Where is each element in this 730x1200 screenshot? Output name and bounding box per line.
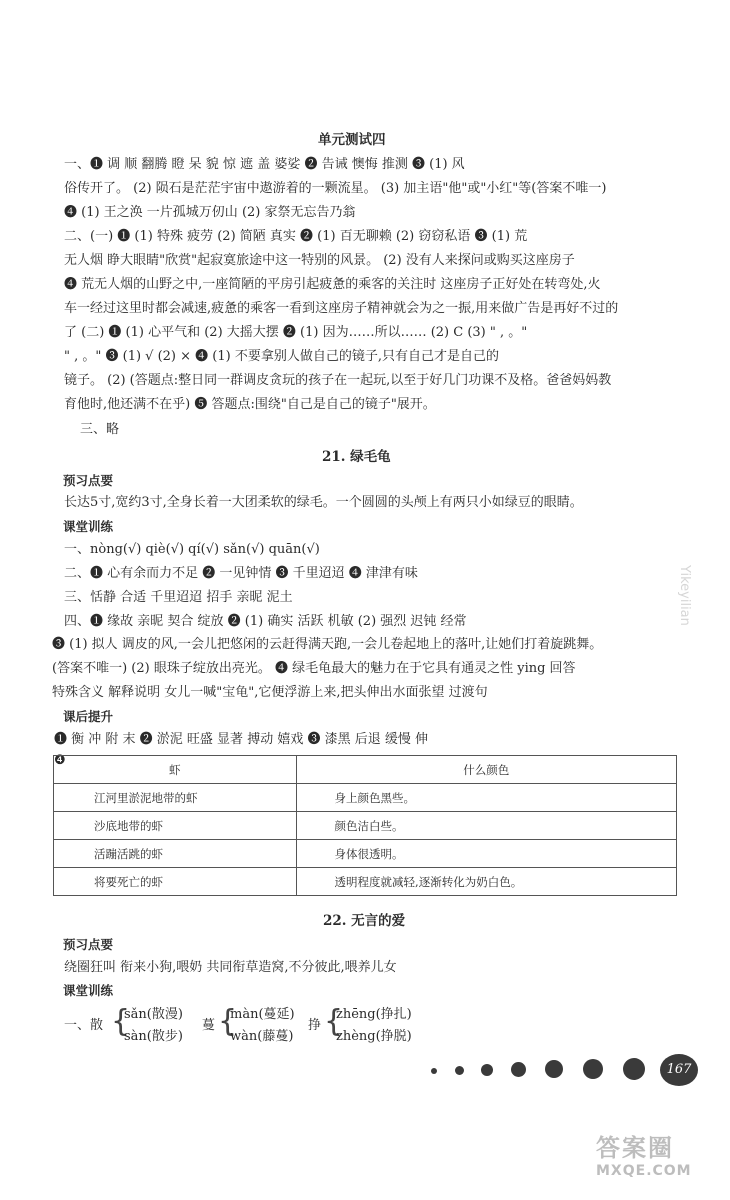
table-cell: 沙底地带的虾 — [54, 812, 297, 840]
answer-line: 无人烟 睁大眼睛"欣赏"起寂寞旅途中这一特别的风景。 (2) 没有人来探问或购买这座房子 — [64, 253, 575, 268]
subheading-class: 课堂训练 — [63, 519, 114, 534]
table-row — [54, 840, 677, 868]
answer-line: 俗传开了。 (2) 陨石是茫茫宇宙中遨游着的一颗流星。 (3) 加主语"他"或"小红"等(答案不唯一) — [64, 181, 607, 196]
answer-line: 车一经过这里时都会减速,疲惫的乘客一看到这座房子精神就会为之一振,用来做广告是再好不过的 — [64, 301, 619, 316]
dot-icon — [545, 1060, 563, 1078]
subheading-class: 课堂训练 — [63, 983, 114, 998]
shrimp-color-table — [53, 755, 677, 896]
answer-line: 长达5寸,宽约3寸,全身长着一大团柔软的绿毛。一个圆圆的头颅上有两只小如绿豆的眼睛。 — [64, 495, 583, 510]
subheading-after: 课后提升 — [63, 709, 114, 724]
answer-line: ❸ (1) 拟人 调皮的风,一会儿把悠闲的云赶得满天跑,一会儿卷起地上的落叶,让她们打着旋跳舞。 — [52, 637, 603, 652]
answer-line: 特殊含义 解释说明 女儿一喊"宝龟",它便浮游上来,把头伸出水面张望 过渡句 — [52, 685, 488, 700]
table-cell: 身上颜色黑些。 — [296, 784, 676, 812]
answer-line: 镜子。 (2) (答题点:整日同一群调皮贪玩的孩子在一起玩,以至于好几门功课不及格。爸爸妈妈教 — [64, 373, 612, 388]
pinyin-char-zheng: 挣 — [308, 1018, 322, 1033]
table-row — [54, 812, 677, 840]
pinyin-char-san: 一、散 — [64, 1018, 104, 1033]
pinyin-reading: sàn(散步) — [124, 1029, 183, 1044]
answer-line: 四、❶ 缘故 亲昵 契合 绽放 ❷ (1) 确实 活跃 机敏 (2) 强烈 迟钝 经常 — [64, 614, 467, 629]
answer-line: (答案不唯一) (2) 眼珠子绽放出亮光。 ❹ 绿毛龟最大的魅力在于它具有通灵之性 ying 回答 — [52, 661, 576, 676]
answer-line: 了 (二) ❶ (1) 心平气和 (2) 大摇大摆 ❷ (1) 因为……所以…… (2) C (3) " , 。" — [64, 325, 528, 340]
dot-icon — [623, 1058, 645, 1080]
brace-icon: { — [218, 1004, 238, 1039]
dot-icon — [455, 1066, 464, 1075]
pinyin-reading: màn(蔓延) — [230, 1007, 295, 1022]
watermark: Yikeyilian — [677, 565, 692, 626]
table-row — [54, 784, 677, 812]
table-header-cell: 什么颜色 — [296, 756, 676, 784]
pinyin-reading: zhèng(挣脱) — [336, 1029, 412, 1044]
answer-line: " , 。" ❸ (1) √ (2) × ❹ (1) 不要拿别人做自己的镜子,只有自己才是自己的 — [64, 349, 499, 364]
pinyin-reading: sǎn(散漫) — [124, 1007, 183, 1022]
table-cell: 将要死亡的虾 — [54, 868, 297, 896]
site-stamp — [596, 1128, 692, 1179]
answer-line: 三、略 — [80, 422, 120, 437]
stamp-url: MXQE.COM — [596, 1163, 692, 1179]
subheading-preview: 预习点要 — [63, 937, 114, 952]
pinyin-reading: wàn(藤蔓) — [230, 1029, 294, 1044]
section-title-lesson-21: 21. 绿毛龟 — [322, 449, 391, 465]
section-title-unit-test: 单元测试四 — [318, 132, 386, 148]
section-title-lesson-22: 22. 无言的爱 — [323, 913, 406, 929]
stamp-text: 答案圈 — [596, 1134, 674, 1162]
table-cell: 活蹦活跳的虾 — [54, 840, 297, 868]
answer-line: 育他时,他还满不在乎) ❺ 答题点:围绕"自己是自己的镜子"展开。 — [64, 397, 436, 412]
answer-line: 绕圈狂叫 衔来小狗,喂奶 共同衔草造窝,不分彼此,喂养儿女 — [64, 960, 397, 975]
subheading-preview: 预习点要 — [63, 473, 114, 488]
table-cell: 透明程度就减轻,逐渐转化为奶白色。 — [296, 868, 676, 896]
table-header-cell: 虾 — [54, 756, 297, 784]
answer-line: 三、恬静 合适 千里迢迢 招手 亲昵 泥土 — [64, 590, 293, 605]
answer-line: ❹ 荒无人烟的山野之中,一座简陋的平房引起疲惫的乘客的关注时 这座房子正好处在转弯处,火 — [64, 277, 601, 292]
pinyin-reading: zhēng(挣扎) — [336, 1007, 412, 1022]
brace-icon: { — [324, 1004, 344, 1039]
table-row — [54, 868, 677, 896]
dot-icon — [583, 1059, 603, 1079]
answer-line: 二、(一) ❶ (1) 特殊 疲劳 (2) 简陋 真实 ❷ (1) 百无聊赖 (2) 窃窃私语 ❸ (1) 荒 — [64, 229, 528, 244]
table-cell: 颜色洁白些。 — [296, 812, 676, 840]
page-number: 167 — [660, 1054, 698, 1086]
pinyin-char-man: 蔓 — [202, 1018, 216, 1033]
table-cell: 身体很透明。 — [296, 840, 676, 868]
table-header-row — [54, 756, 677, 784]
table-cell: 江河里淤泥地带的虾 — [54, 784, 297, 812]
answer-line: 二、❶ 心有余而力不足 ❷ 一见钟情 ❸ 千里迢迢 ❹ 津津有味 — [64, 566, 418, 581]
dot-icon — [431, 1068, 437, 1074]
answer-line: ❹ — [54, 753, 66, 768]
answer-line: ❹ (1) 王之涣 一片孤城万仞山 (2) 家祭无忘告乃翁 — [64, 205, 356, 220]
answer-line: 一、❶ 调 顺 翻腾 瞪 呆 貌 惊 遮 盖 婆娑 ❷ 告诫 懊悔 推测 ❸ (1) 风 — [64, 157, 465, 172]
brace-icon: { — [111, 1004, 131, 1039]
dot-icon — [511, 1062, 526, 1077]
answer-line: ❶ 衡 冲 附 末 ❷ 淤泥 旺盛 显著 搏动 嬉戏 ❸ 漆黑 后退 缓慢 伸 — [54, 732, 428, 747]
answer-line: 一、nòng(√) qiè(√) qí(√) sǎn(√) quān(√) — [64, 542, 320, 557]
dot-icon — [481, 1064, 493, 1076]
